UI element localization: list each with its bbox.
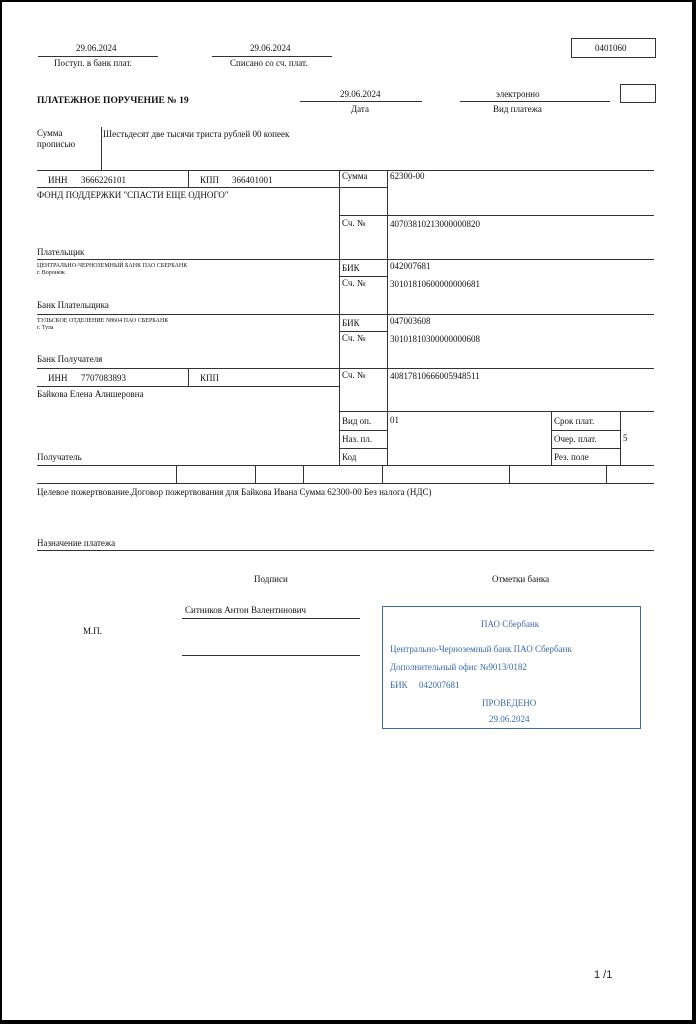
- payee-account-label: Сч. №: [342, 370, 366, 380]
- bank-stamp: [382, 606, 641, 729]
- payer-name: ФОНД ПОДДЕРЖКИ "СПАСТИ ЕЩЕ ОДНОГО": [37, 190, 229, 200]
- payer-account-label: Сч. №: [342, 218, 366, 228]
- sum-label: Сумма: [342, 171, 368, 181]
- form-code: 0401060: [595, 43, 627, 53]
- divider: [37, 386, 339, 387]
- payer-account: 40703810213000000820: [390, 219, 480, 229]
- divider: [339, 187, 387, 188]
- payer-bank-label: Банк Плательщика: [37, 300, 109, 310]
- payer-inn: 3666226101: [81, 175, 126, 185]
- divider: [303, 465, 304, 483]
- divider: [188, 368, 189, 386]
- date-received: 29.06.2024: [76, 43, 117, 53]
- payee-bank-label: Банк Получателя: [37, 354, 103, 364]
- op-type-label: Вид оп.: [342, 416, 372, 426]
- divider: [37, 314, 654, 315]
- signature-line: [182, 655, 360, 656]
- payee-bank-bik-label: БИК: [342, 318, 360, 328]
- divider: [551, 411, 552, 466]
- divider: [382, 465, 383, 483]
- label-received: Поступ. в банк плат.: [54, 58, 132, 68]
- stamp-office: Дополнительный офис №9013/0182: [390, 662, 527, 672]
- payer-kpp-label: КПП: [200, 175, 220, 185]
- payee-kpp-label: КПП: [200, 373, 220, 383]
- payee-account: 40817810666005948511: [390, 371, 480, 381]
- signer-name: Ситников Антон Валентинович: [185, 605, 307, 615]
- amount-words-value: Шестьдесят две тысячи триста рублей 00 копеек: [103, 129, 290, 139]
- payer-bank-city: г. Воронеж: [37, 270, 65, 276]
- stamp-place: М.П.: [83, 626, 103, 636]
- divider: [339, 331, 387, 332]
- divider: [460, 101, 610, 102]
- stamp-bik: 042007681: [419, 680, 460, 690]
- term-label: Срок плат.: [554, 416, 595, 426]
- divider: [551, 430, 620, 431]
- amount-words-label: прописью: [37, 139, 76, 149]
- divider: [37, 483, 654, 484]
- amount-words-label: Сумма: [37, 128, 63, 138]
- op-type-value: 01: [390, 415, 399, 425]
- payer-bank-account-label: Сч. №: [342, 278, 366, 288]
- payer-bank-bik: 042007681: [390, 261, 431, 271]
- sum-value: 62300-00: [390, 171, 425, 181]
- stamp-bik-label: БИК: [390, 680, 408, 690]
- payer-kpp: 366401001: [232, 175, 273, 185]
- divider: [339, 430, 387, 431]
- page-number: 1 /1: [594, 969, 613, 981]
- priority-value: 5: [623, 433, 628, 443]
- divider: [37, 187, 339, 188]
- divider: [101, 127, 102, 170]
- divider: [509, 465, 510, 483]
- payer-inn-label: ИНН: [48, 175, 68, 185]
- date-debited: 29.06.2024: [250, 43, 291, 53]
- document-date-label: Дата: [351, 104, 369, 114]
- payee-bank-account-label: Сч. №: [342, 333, 366, 343]
- payee-name: Байкова Елена Алишеровна: [37, 389, 144, 399]
- reserve-label: Рез. поле: [554, 452, 589, 462]
- payment-type-label: Вид платежа: [493, 104, 542, 114]
- payee-inn: 7707083893: [81, 373, 126, 383]
- purpose-label: Назначение платежа: [37, 538, 116, 548]
- signatures-label: Подписи: [254, 574, 288, 584]
- payee-inn-label: ИНН: [48, 373, 68, 383]
- payee-bank-city: г. Тула: [37, 325, 54, 331]
- purpose-code-label: Наз. пл.: [342, 434, 373, 444]
- stamp-branch: Центрально-Черноземный банк ПАО Сбербанк: [390, 644, 572, 654]
- divider: [300, 101, 422, 102]
- divider: [255, 465, 256, 483]
- payer-bank-account: 30101810600000000681: [390, 279, 480, 289]
- payee-bank-name: ТУЛЬСКОЕ ОТДЕЛЕНИЕ N8604 ПАО СБЕРБАНК: [37, 318, 169, 324]
- divider: [339, 215, 654, 216]
- divider: [620, 411, 621, 466]
- document-title: ПЛАТЕЖНОЕ ПОРУЧЕНИЕ № 19: [37, 96, 189, 106]
- signature-line: [182, 618, 360, 619]
- purpose-text: Целевое пожертвование.Договор пожертвования для Байкова Ивана Сумма 62300-00 Без налога (НДС): [37, 487, 432, 497]
- bank-marks-label: Отметки банка: [492, 574, 550, 584]
- payee-bank-bik: 047003608: [390, 316, 431, 326]
- divider: [37, 550, 654, 551]
- stamp-status: ПРОВЕДЕНО: [482, 698, 537, 708]
- divider: [551, 448, 620, 449]
- code-label: Код: [342, 452, 357, 462]
- payment-order-document: [2, 2, 692, 1020]
- stamp-date: 29.06.2024: [489, 714, 530, 724]
- payee-label: Получатель: [37, 452, 82, 462]
- divider: [38, 56, 158, 57]
- priority-label: Очер. плат.: [554, 434, 597, 444]
- stamp-bank: ПАО Сбербанк: [481, 619, 540, 629]
- divider: [339, 411, 654, 412]
- divider: [188, 170, 189, 187]
- divider: [212, 56, 332, 57]
- document-date: 29.06.2024: [340, 89, 381, 99]
- payee-bank-account: 30101810300000000608: [390, 334, 480, 344]
- divider: [37, 368, 654, 369]
- divider: [339, 276, 387, 277]
- status-box: [620, 84, 656, 103]
- divider: [339, 448, 387, 449]
- divider: [37, 259, 654, 260]
- divider: [176, 465, 177, 483]
- payer-bank-bik-label: БИК: [342, 263, 360, 273]
- payment-type: электронно: [496, 89, 540, 99]
- label-debited: Списано со сч. плат.: [230, 58, 308, 68]
- payer-bank-name: ЦЕНТРАЛЬНО-ЧЕРНОЗЕМНЫЙ БАНК ПАО СБЕРБАНК: [37, 263, 188, 269]
- divider: [606, 465, 607, 483]
- payer-label: Плательщик: [37, 247, 85, 257]
- divider: [37, 465, 654, 466]
